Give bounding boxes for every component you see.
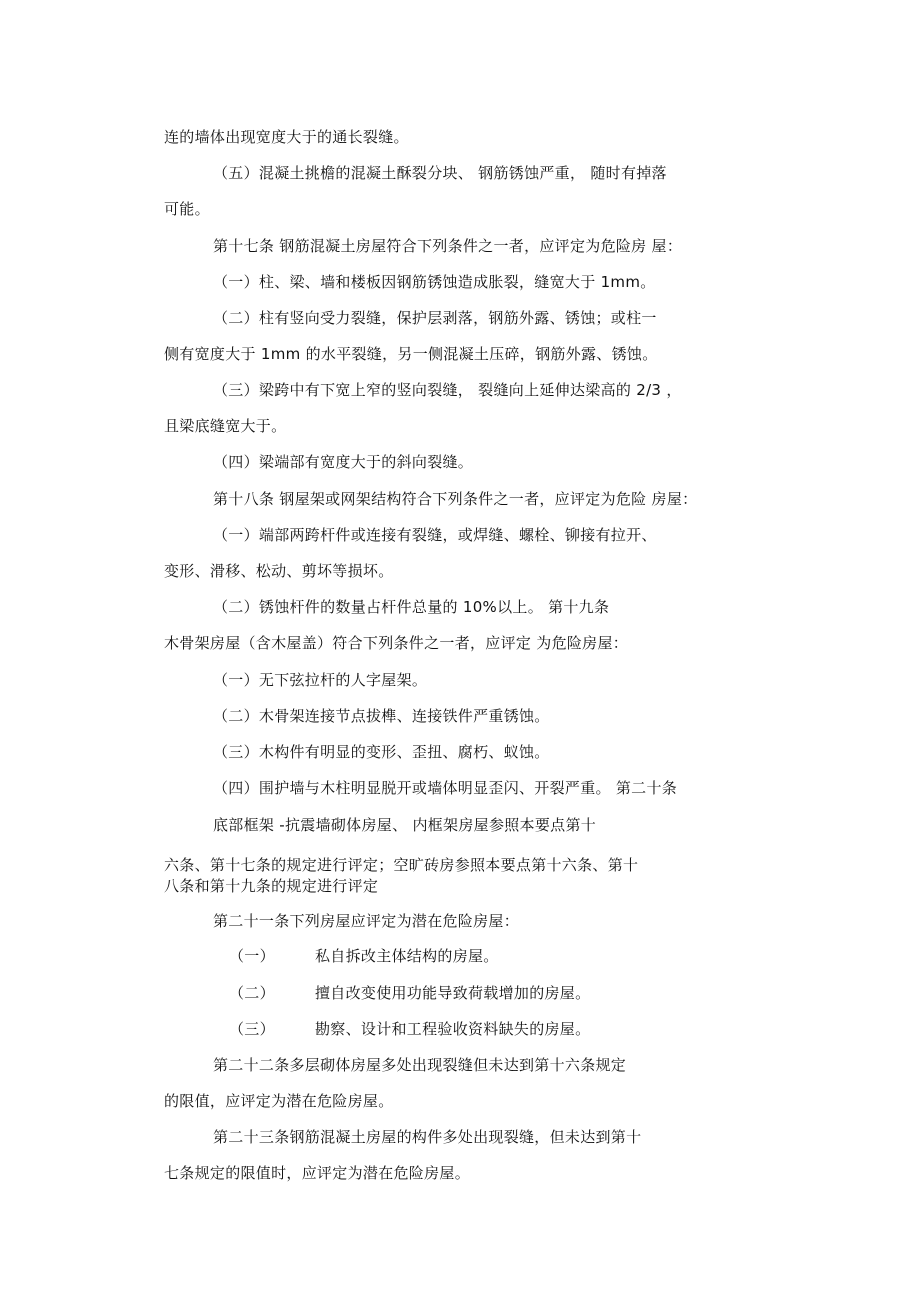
text-line: （三）木构件有明显的变形、歪扭、腐朽、蚁蚀。 — [213, 743, 550, 761]
article-22-heading: 第二十二条多层砌体房屋多处出现裂缝但未达到第十六条规定 — [213, 1056, 627, 1074]
text-line: 连的墙体出现宽度大于的通长裂缝。 — [164, 128, 409, 146]
list-item-text: 私自拆改主体结构的房屋。 — [315, 947, 499, 965]
list-item-text: 勘察、设计和工程验收资料缺失的房屋。 — [315, 1020, 591, 1038]
text-line: （四）围护墙与木柱明显脱开或墙体明显歪闪、开裂严重。 第二十条 — [213, 779, 678, 797]
text-line: （四）梁端部有宽度大于的斜向裂缝。 — [213, 453, 474, 471]
list-item-number: （二） — [229, 984, 275, 1002]
article-21-heading: 第二十一条下列房屋应评定为潜在危险房屋： — [213, 912, 520, 930]
text-line: （一）无下弦拉杆的人字屋架。 — [213, 671, 428, 689]
text-line: （三）梁跨中有下宽上窄的竖向裂缝， 裂缝向上延伸达梁高的 2/3 ， — [213, 381, 682, 399]
list-item-text: 擅自改变使用功能导致荷载增加的房屋。 — [315, 984, 591, 1002]
article-18-heading: 第十八条 钢屋架或网架结构符合下列条件之一者，应评定为危险 房屋： — [213, 490, 698, 508]
text-line: （二）柱有竖向受力裂缝，保护层剥落，钢筋外露、锈蚀；或柱一 — [213, 309, 657, 327]
article-23-heading: 第二十三条钢筋混凝土房屋的构件多处出现裂缝，但未达到第十 — [213, 1128, 642, 1146]
text-line: 七条规定的限值时，应评定为潜在危险房屋。 — [164, 1164, 471, 1182]
text-line: 木骨架房屋（含木屋盖）符合下列条件之一者，应评定 为危险房屋： — [164, 634, 629, 652]
text-line: 可能。 — [164, 200, 210, 218]
article-17-heading: 第十七条 钢筋混凝土房屋符合下列条件之一者，应评定为危险房 屋： — [213, 237, 683, 255]
list-item — [229, 1019, 590, 1039]
list-item — [229, 946, 499, 966]
list-item-number: （三） — [229, 1020, 275, 1038]
text-line: 侧有宽度大于 1mm 的水平裂缝，另一侧混凝土压碎，钢筋外露、锈蚀。 — [164, 345, 658, 363]
text-line: 的限值，应评定为潜在危险房屋。 — [164, 1092, 394, 1110]
text-line: （二）锈蚀杆件的数量占杆件总量的 10%以上。 第十九条 — [213, 598, 610, 616]
text-line: （二）木骨架连接节点拔榫、连接铁件严重锈蚀。 — [213, 707, 550, 725]
text-line: （一）端部两跨杆件或连接有裂缝，或焊缝、螺栓、铆接有拉开、 — [213, 526, 657, 544]
text-line: 底部框架 -抗震墙砌体房屋、 内框架房屋参照本要点第十 — [213, 816, 597, 834]
list-item-number: （一） — [229, 947, 275, 965]
text-line: 八条和第十九条的规定进行评定 — [164, 877, 379, 895]
text-line: （一）柱、梁、墙和楼板因钢筋锈蚀造成胀裂，缝宽大于 1mm。 — [213, 273, 656, 291]
text-line: 且梁底缝宽大于。 — [164, 417, 287, 435]
list-item — [229, 983, 590, 1003]
text-line: 变形、滑移、松动、剪坏等损坏。 — [164, 562, 394, 580]
text-line: （五）混凝土挑檐的混凝土酥裂分块、 钢筋锈蚀严重， 随时有掉落 — [213, 164, 667, 182]
text-line: 六条、第十七条的规定进行评定；空旷砖房参照本要点第十六条、第十 — [164, 856, 639, 874]
